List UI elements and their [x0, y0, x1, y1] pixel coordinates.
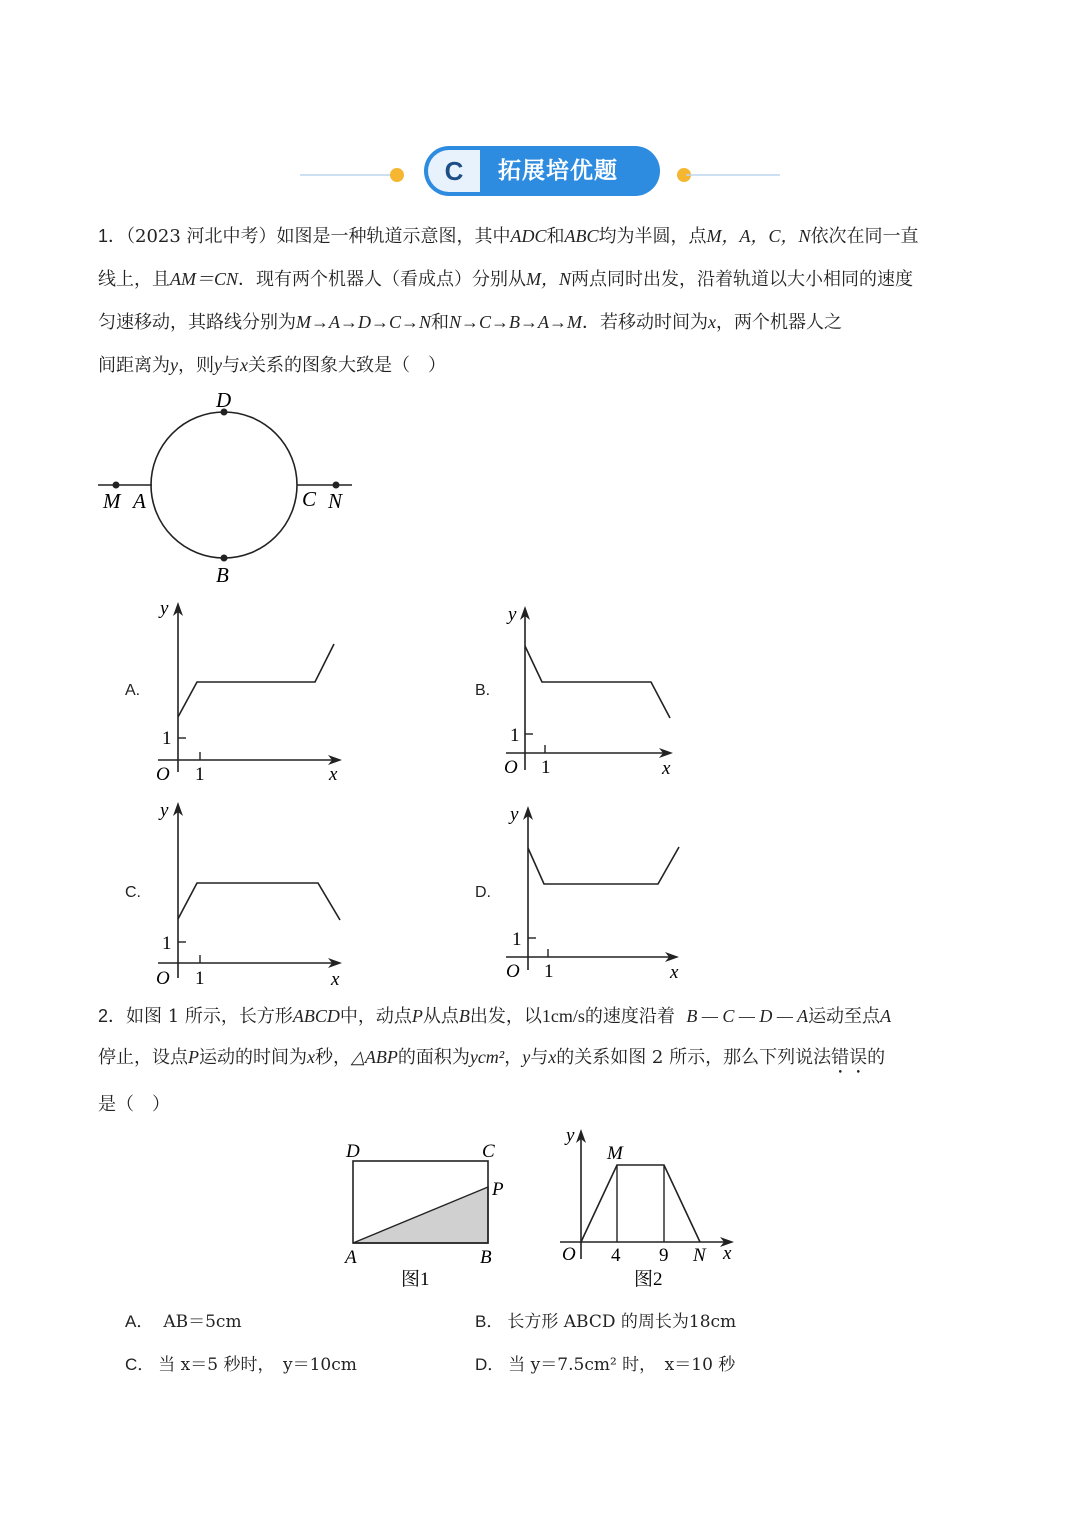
svg-text:1: 1	[195, 968, 205, 989]
area-graph	[581, 1165, 700, 1242]
q2-line-3: 是（ ）	[98, 1094, 170, 1115]
svg-text:P: P	[492, 1179, 504, 1200]
shaded-triangle	[353, 1187, 488, 1243]
q2-text	[98, 995, 988, 1126]
q2-option-a[interactable]: A． AB＝5cm	[125, 1312, 242, 1332]
q1-option-c-label[interactable]: C.	[125, 884, 141, 901]
header-letter: C	[444, 156, 464, 186]
graph-line	[525, 646, 670, 718]
section-header	[300, 140, 780, 204]
header-letter-box	[428, 150, 480, 192]
point-m	[113, 482, 120, 489]
svg-text:O: O	[506, 961, 520, 982]
fig2-caption: 图2	[634, 1269, 663, 1290]
svg-text:O: O	[156, 968, 170, 989]
label-a: A	[133, 489, 146, 513]
q1-line-3: 匀速移动，其路线分别为M→A→D→C→N和N→C→B→A→M．若移动时间为x，两个机器人之	[98, 312, 842, 333]
svg-text:x: x	[331, 969, 340, 990]
q1-option-b-label[interactable]: B.	[475, 682, 491, 699]
point-n	[333, 482, 340, 489]
fig1-caption: 图1	[401, 1269, 430, 1290]
svg-text:1: 1	[541, 757, 551, 778]
label-d: D	[216, 388, 232, 412]
svg-text:D: D	[346, 1141, 360, 1162]
q2-line-2: 停止，设点P运动的时间为x秒，△ABP的面积为ycm²，y与x的关系如图 2 所示，那么下列说法错误的	[98, 1047, 886, 1068]
label-c: C	[302, 487, 317, 511]
svg-text:A: A	[345, 1247, 357, 1268]
svg-text:O: O	[504, 757, 518, 778]
q1-option-d-label[interactable]: D.	[475, 884, 491, 901]
svg-text:1: 1	[162, 728, 172, 749]
q2-line-1: 2．如图 1 所示，长方形ABCD中，动点P从点B出发，以1cm/s的速度沿着 B — C — D — A运动至点A	[98, 1006, 892, 1027]
header-title: 拓展培优题	[498, 158, 618, 184]
svg-text:B: B	[480, 1247, 492, 1268]
svg-text:1: 1	[195, 764, 205, 785]
circle-track	[151, 412, 297, 558]
svg-text:1: 1	[510, 725, 520, 746]
q1-option-a-graph[interactable]	[150, 596, 350, 788]
q1-line-4: 间距离为y，则y与x关系的图象大致是（ ）	[98, 355, 446, 376]
svg-text:O: O	[562, 1244, 576, 1265]
svg-text:y: y	[566, 1125, 575, 1146]
svg-text:y: y	[510, 804, 519, 825]
q2-option-d[interactable]: D． 当 y＝7.5cm² 时， x＝10 秒	[475, 1355, 736, 1375]
q1-track-figure	[90, 385, 370, 595]
q2-option-b[interactable]: B． 长方形 ABCD 的周长为18cm	[475, 1312, 737, 1332]
svg-text:y: y	[160, 598, 169, 619]
svg-text:1: 1	[162, 933, 172, 954]
graph-line	[178, 644, 334, 717]
q2-number: 2．	[98, 1006, 127, 1026]
q1-option-d-graph[interactable]	[498, 800, 698, 986]
q1-option-a-label[interactable]: A.	[125, 682, 141, 699]
q2-figure-2	[550, 1125, 750, 1295]
svg-text:x: x	[662, 758, 671, 779]
svg-text:x: x	[329, 764, 338, 785]
q1-line-1: 1．（2023 河北中考）如图是一种轨道示意图，其中ADC和ABC均为半圆，点M，A，C，N依次在同一直	[98, 226, 919, 247]
label-b: B	[216, 563, 229, 587]
q2-figure-1	[335, 1135, 515, 1295]
svg-text:C: C	[482, 1141, 495, 1162]
q2-option-c[interactable]: C． 当 x＝5 秒时， y＝10cm	[125, 1355, 357, 1375]
svg-text:1: 1	[512, 929, 522, 950]
q1-text	[98, 215, 988, 387]
svg-text:1: 1	[544, 961, 554, 982]
q1-option-c-graph[interactable]	[150, 796, 350, 992]
header-pill	[424, 146, 660, 196]
svg-text:4: 4	[611, 1245, 621, 1266]
svg-text:x: x	[723, 1243, 732, 1264]
svg-text:M: M	[607, 1143, 623, 1164]
svg-text:x: x	[670, 962, 679, 983]
svg-text:y: y	[508, 604, 517, 625]
label-m: M	[103, 489, 121, 513]
point-b	[221, 555, 228, 562]
q1-option-b-graph[interactable]	[498, 600, 698, 786]
emphasized-wrong: 错误	[831, 1047, 868, 1068]
graph-line	[178, 883, 340, 920]
svg-text:O: O	[156, 764, 170, 785]
svg-text:9: 9	[659, 1245, 669, 1266]
q1-number: 1．	[98, 226, 127, 246]
svg-text:y: y	[160, 800, 169, 821]
q1-line-2: 线上，且AM＝CN．现有两个机器人（看成点）分别从M，N两点同时出发，沿着轨道以大小相同的速度	[98, 269, 914, 290]
label-n: N	[328, 489, 343, 513]
graph-line	[528, 847, 679, 884]
svg-text:N: N	[693, 1245, 706, 1266]
